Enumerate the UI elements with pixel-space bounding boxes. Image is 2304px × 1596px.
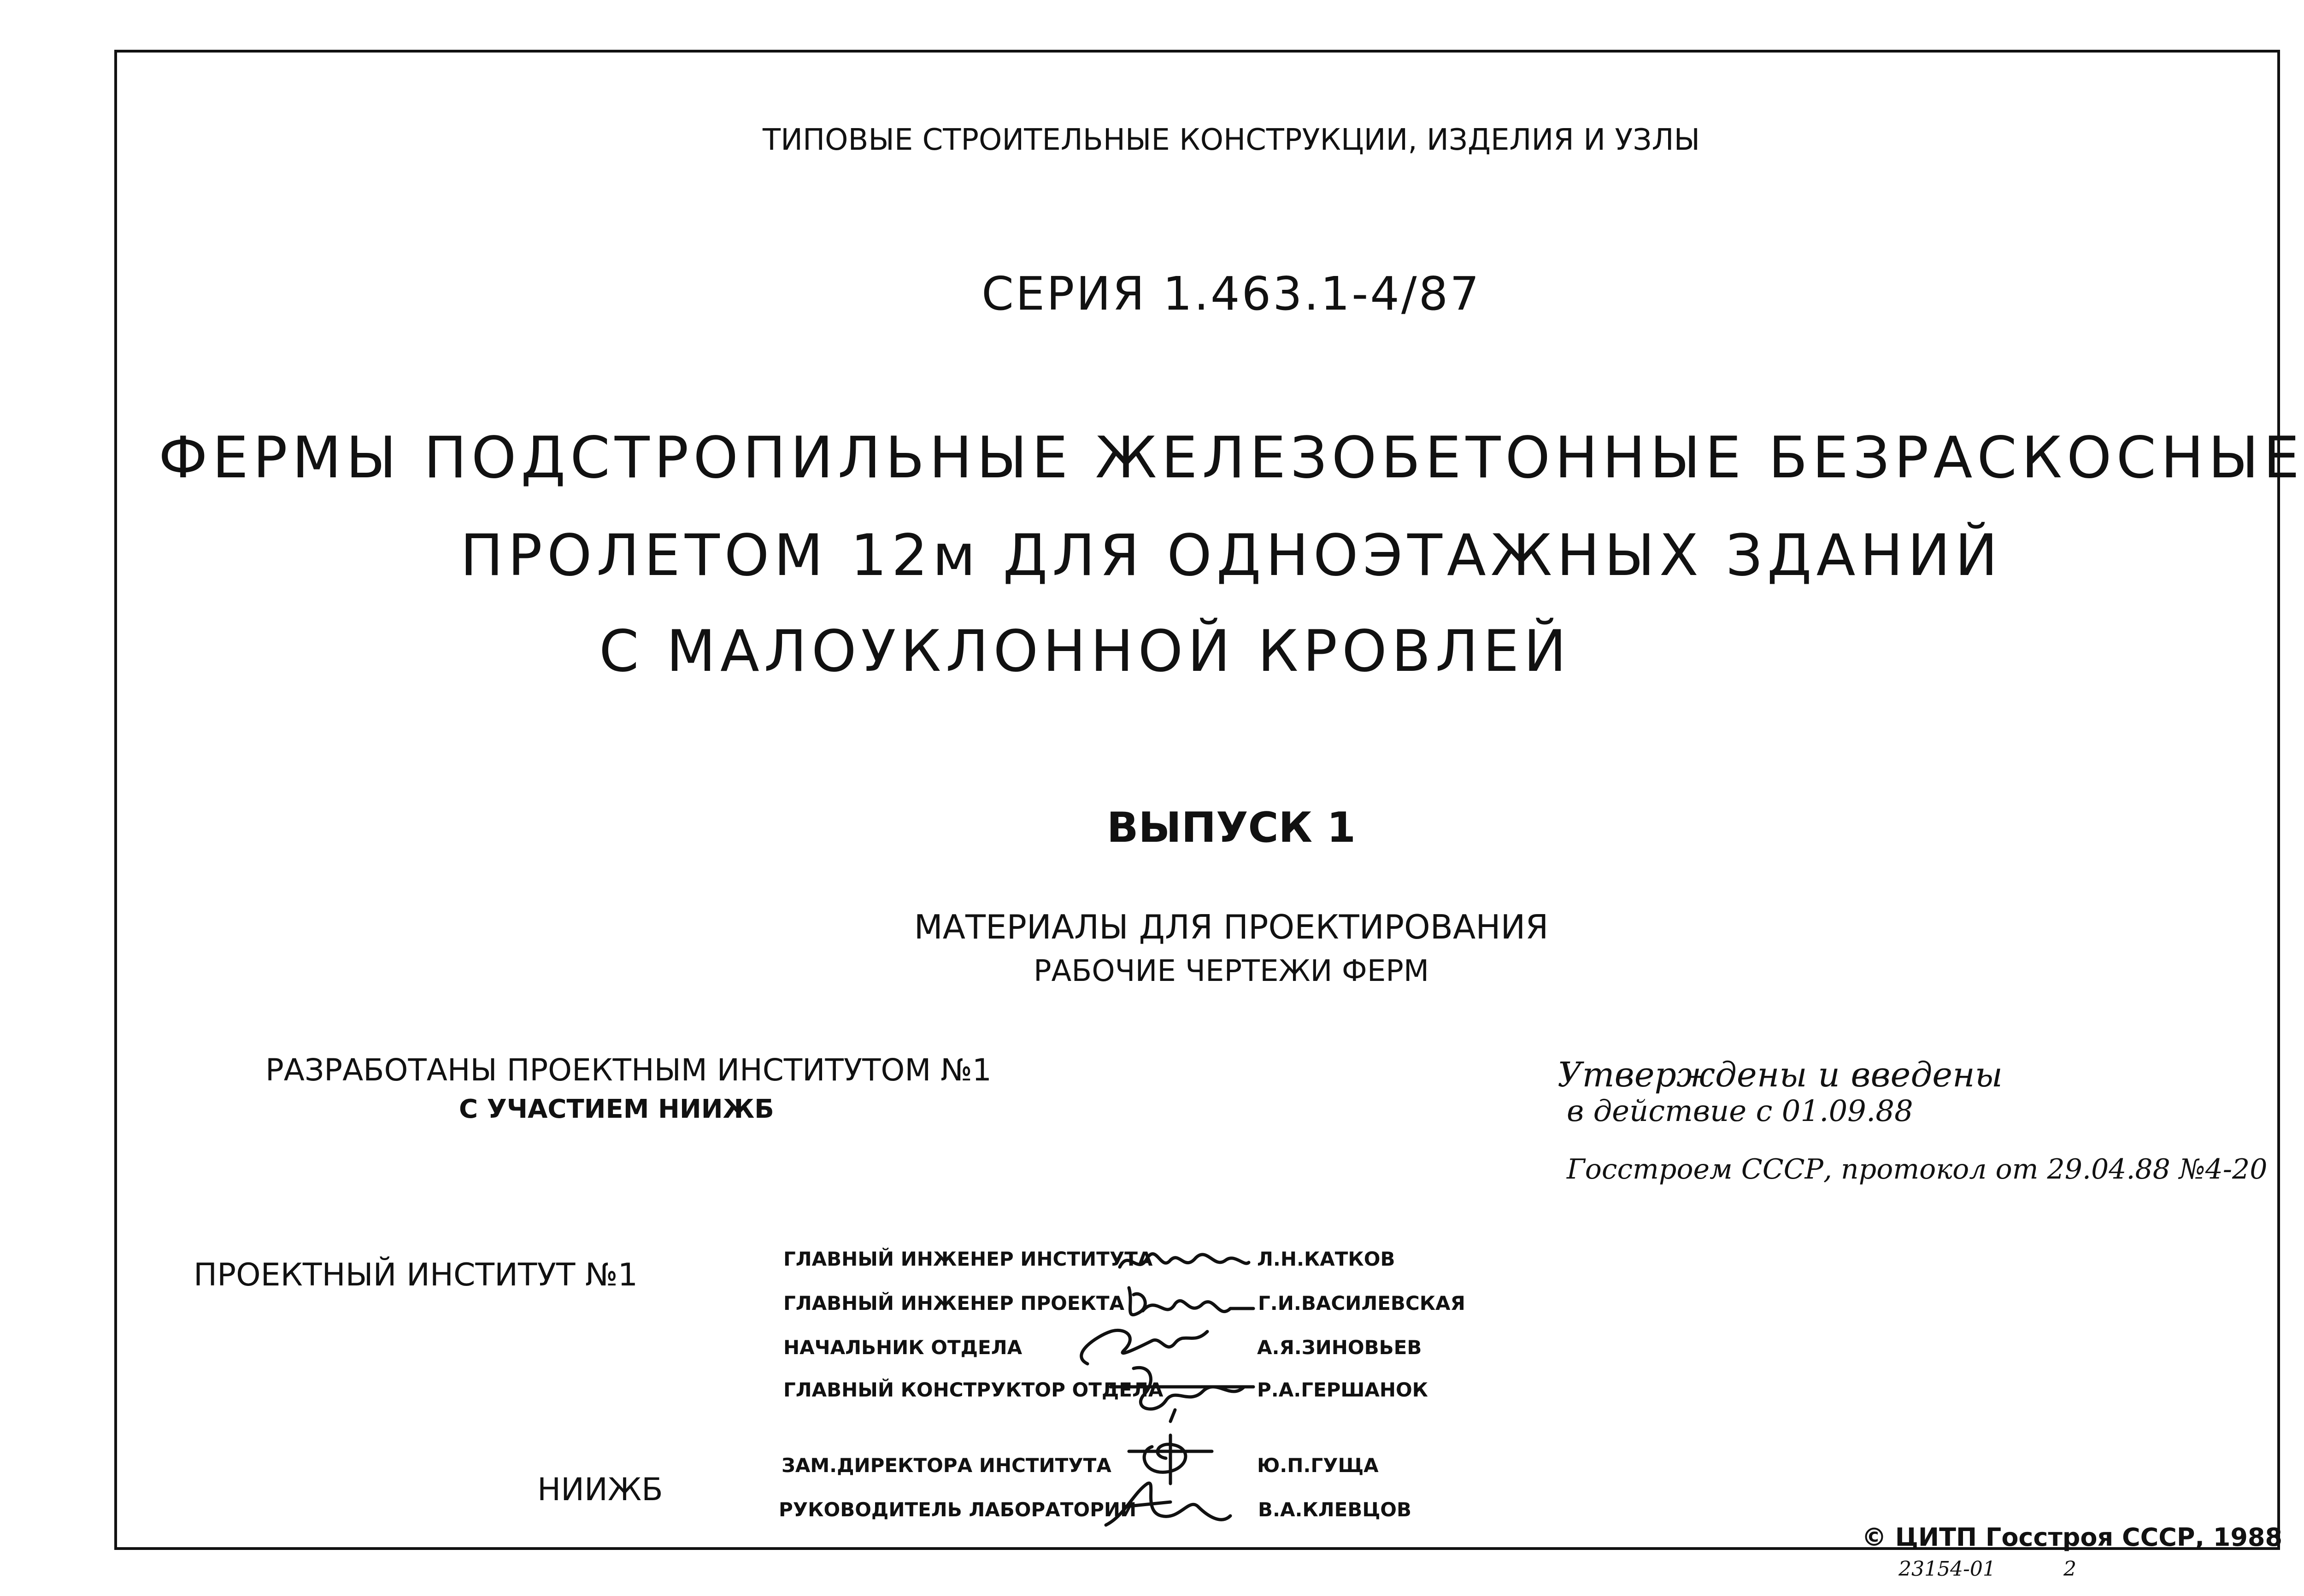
series-subtitle: ТИПОВЫЕ СТРОИТЕЛЬНЫЕ КОНСТРУКЦИИ, ИЗДЕЛИЯ И УЗЛЫ (762, 123, 1700, 157)
page-number: 2 (2063, 1557, 2076, 1581)
title-line-3: С МАЛОУКЛОННОЙ КРОВЛЕЙ (599, 618, 1571, 685)
signature-klevtsov (1097, 1474, 1235, 1534)
issue-label: ВЫПУСК 1 (1106, 804, 1356, 852)
signatory-role: РУКОВОДИТЕЛЬ ЛАБОРАТОРИИ (779, 1498, 1137, 1521)
developed-with: С УЧАСТИЕМ НИИЖБ (459, 1094, 774, 1124)
series-number: СЕРИЯ 1.463.1-4/87 (982, 267, 1481, 321)
developed-by: РАЗРАБОТАНЫ ПРОЕКТНЫМ ИНСТИТУТОМ №1 (265, 1052, 992, 1088)
signatory-name: Г.И.ВАСИЛЕВСКАЯ (1258, 1292, 1465, 1314)
signatory-role: ЗАМ.ДИРЕКТОРА ИНСТИТУТА (782, 1454, 1111, 1477)
issue-description-2: РАБОЧИЕ ЧЕРТЕЖИ ФЕРМ (1033, 954, 1429, 988)
title-line-2: ПРОЛЕТОМ 12м ДЛЯ ОДНОЭТАЖНЫХ ЗДАНИЙ (460, 522, 2003, 589)
signatory-role: НАЧАЛЬНИК ОТДЕЛА (783, 1336, 1023, 1359)
signature-gershanok (1106, 1359, 1258, 1424)
institute-name: ПРОЕКТНЫЙ ИНСТИТУТ №1 (194, 1257, 638, 1293)
signatory-name: Р.А.ГЕРШАНОК (1257, 1379, 1428, 1401)
niizhb-name: НИИЖБ (537, 1472, 663, 1508)
signatory-role: ГЛАВНЫЙ ИНЖЕНЕР ИНСТИТУТА (783, 1248, 1153, 1270)
copyright: © ЦИТП Госстроя СССР, 1988 (1862, 1523, 2283, 1552)
title-line-1: ФЕРМЫ ПОДСТРОПИЛЬНЫЕ ЖЕЛЕЗОБЕТОННЫЕ БЕЗРАСКОСНЫЕ (158, 425, 2304, 491)
signatory-name: В.А.КЛЕВЦОВ (1258, 1498, 1412, 1521)
approval-line-3: Госстроем СССР, протокол от 29.04.88 №4-20 (1567, 1153, 2268, 1185)
approval-line-1: Утверждены и введены (1558, 1055, 2003, 1095)
signatory-role: ГЛАВНЫЙ ИНЖЕНЕР ПРОЕКТА (783, 1292, 1125, 1314)
approval-line-2: в действие с 01.09.88 (1567, 1094, 1913, 1128)
signatory-name: А.Я.ЗИНОВЬЕВ (1257, 1336, 1422, 1359)
signatory-name: Ю.П.ГУЩА (1257, 1454, 1379, 1477)
issue-description-1: МАТЕРИАЛЫ ДЛЯ ПРОЕКТИРОВАНИЯ (914, 908, 1549, 946)
document-code: 23154-01 (1898, 1557, 1996, 1581)
signatory-role: ГЛАВНЫЙ КОНСТРУКТОР ОТДЕЛА (783, 1379, 1164, 1401)
signatory-name: Л.Н.КАТКОВ (1257, 1248, 1395, 1270)
